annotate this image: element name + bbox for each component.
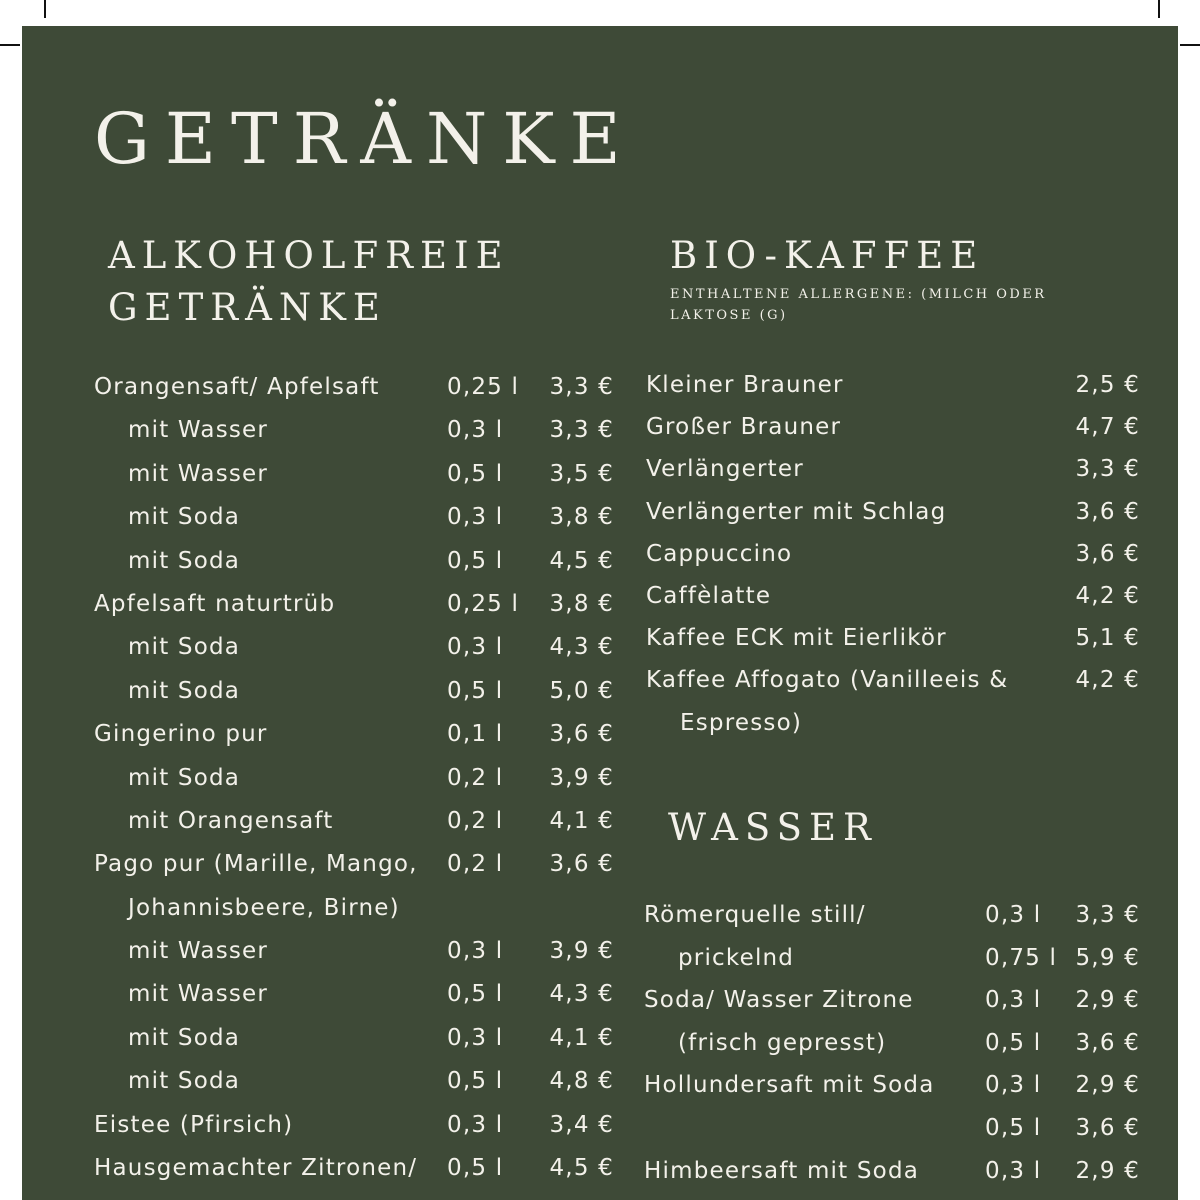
kaffee-row — [646, 577, 1140, 619]
alkoholfreie-row — [94, 889, 614, 932]
item-price: 3,3 € — [1075, 456, 1140, 483]
item-name: mit Soda — [128, 504, 241, 531]
item-price: 3,3 € — [549, 374, 614, 400]
item-price: 4,1 € — [549, 807, 614, 834]
item-price: 3,9 € — [549, 938, 614, 965]
alkoholfreie-row — [94, 585, 614, 628]
item-name: Kaffee Affogato (Vanilleeis & — [646, 667, 1009, 694]
item-name: Himbeersaft mit Soda — [644, 1157, 920, 1184]
item-price: 3,6 € — [1075, 498, 1140, 525]
kaffee-row — [646, 366, 1140, 408]
kaffee-row — [646, 704, 1140, 746]
wasser-row — [644, 939, 1140, 982]
item-volume: 0,3 l — [447, 634, 504, 661]
item-volume: 0,25 l — [447, 590, 520, 617]
item-price: 5,9 € — [1075, 944, 1140, 971]
section-heading-line-1: ALKOHOLFREIE — [108, 234, 510, 277]
crop-mark-left — [44, 0, 46, 18]
kaffee-row — [646, 493, 1140, 535]
alkoholfreie-row — [94, 1019, 614, 1062]
item-name: Hausgemachter Zitronen/ — [94, 1155, 418, 1182]
item-price: 3,8 € — [549, 590, 614, 617]
wasser-row — [644, 1066, 1140, 1109]
item-name: mit Soda — [128, 634, 241, 661]
item-price: 4,8 € — [549, 1068, 614, 1095]
item-name: Eistee (Pfirsich) — [94, 1111, 294, 1138]
item-name: mit Orangensaft — [128, 807, 334, 834]
item-name: mit Soda — [128, 677, 241, 704]
item-name: prickelnd — [678, 944, 795, 971]
item-volume: 0,3 l — [447, 504, 504, 531]
item-price: 3,6 € — [549, 721, 614, 748]
item-name: Orangensaft/ Apfelsaft — [94, 374, 380, 400]
item-volume: 0,5 l — [985, 1029, 1042, 1056]
allergen-note: ENTHALTENE ALLERGENE: (MILCH ODER LAKTOSE (G) — [670, 287, 1047, 323]
alkoholfreie-list — [94, 368, 614, 1192]
item-name: Pago pur (Marille, Mango, — [94, 851, 418, 878]
item-price: 3,6 € — [1075, 1114, 1140, 1141]
item-name: Caffèlatte — [646, 582, 772, 609]
item-volume: 0,5 l — [985, 1114, 1042, 1141]
crop-mark-right — [1158, 0, 1160, 18]
alkoholfreie-row — [94, 975, 614, 1018]
wasser-row — [644, 1024, 1140, 1067]
item-name: mit Soda — [128, 764, 241, 791]
item-name: mit Wasser — [128, 460, 269, 487]
crop-mark-left-horizontal — [0, 44, 20, 46]
item-volume: 0,5 l — [447, 981, 504, 1008]
alkoholfreie-row — [94, 1149, 614, 1192]
alkoholfreie-row — [94, 672, 614, 715]
alkoholfreie-row — [94, 1062, 614, 1105]
item-volume: 0,2 l — [447, 851, 504, 878]
item-volume: 0,3 l — [985, 902, 1042, 928]
item-price: 3,3 € — [1075, 902, 1140, 928]
item-name: Kleiner Brauner — [646, 372, 844, 398]
item-volume: 0,25 l — [447, 374, 520, 400]
item-name: Gingerino pur — [94, 721, 268, 748]
item-name: (frisch gepresst) — [678, 1029, 887, 1056]
wasser-list — [644, 896, 1140, 1194]
item-price: 3,4 € — [549, 1111, 614, 1138]
item-name: mit Soda — [128, 1024, 241, 1051]
item-name: Espresso) — [680, 709, 803, 736]
item-price: 2,9 € — [1075, 1157, 1140, 1184]
item-price: 5,0 € — [549, 677, 614, 704]
item-price: 2,9 € — [1075, 987, 1140, 1014]
item-name: Apfelsaft naturtrüb — [94, 590, 336, 617]
item-price: 2,5 € — [1075, 372, 1140, 398]
item-volume: 0,2 l — [447, 764, 504, 791]
menu-card — [22, 26, 1178, 1200]
kaffee-row — [646, 619, 1140, 661]
item-price: 4,5 € — [549, 547, 614, 574]
alkoholfreie-row — [94, 802, 614, 845]
alkoholfreie-row — [94, 715, 614, 758]
item-price: 3,6 € — [1075, 1029, 1140, 1056]
item-volume: 0,3 l — [447, 417, 504, 444]
item-price: 2,9 € — [1075, 1072, 1140, 1099]
alkoholfreie-row — [94, 932, 614, 975]
item-name: mit Wasser — [128, 981, 269, 1008]
item-price: 3,5 € — [549, 460, 614, 487]
alkoholfreie-row — [94, 759, 614, 802]
item-price: 4,3 € — [549, 981, 614, 1008]
section-heading-bio-kaffee: BIO-KAFFEE — [670, 234, 985, 277]
item-price: 3,3 € — [549, 417, 614, 444]
item-name: mit Soda — [128, 1068, 241, 1095]
item-price: 3,8 € — [549, 504, 614, 531]
section-heading-alkoholfreie — [108, 230, 510, 334]
item-price: 4,3 € — [549, 634, 614, 661]
alkoholfreie-row — [94, 368, 614, 411]
section-heading-wasser: WASSER — [668, 806, 878, 849]
item-name: Cappuccino — [646, 540, 793, 567]
item-name: Verlängerter — [646, 456, 804, 483]
menu-title: GETRÄNKE — [94, 98, 636, 180]
crop-mark-right-horizontal — [1180, 44, 1200, 46]
item-name: mit Soda — [128, 547, 241, 574]
item-name: Römerquelle still/ — [644, 902, 866, 928]
item-volume: 0,5 l — [447, 1155, 504, 1182]
wasser-row — [644, 981, 1140, 1024]
item-volume: 0,3 l — [985, 987, 1042, 1014]
item-volume: 0,3 l — [447, 938, 504, 965]
item-volume: 0,5 l — [447, 460, 504, 487]
item-price: 4,5 € — [549, 1155, 614, 1182]
item-price: 3,6 € — [549, 851, 614, 878]
kaffee-list — [646, 366, 1140, 746]
alkoholfreie-row — [94, 498, 614, 541]
item-volume: 0,3 l — [447, 1024, 504, 1051]
item-price: 4,2 € — [1075, 582, 1140, 609]
kaffee-row — [646, 408, 1140, 450]
alkoholfreie-row — [94, 628, 614, 671]
item-name: Hollundersaft mit Soda — [644, 1072, 935, 1099]
section-heading-line-2: GETRÄNKE — [108, 286, 387, 329]
item-price: 5,1 € — [1075, 625, 1140, 652]
item-price: 3,6 € — [1075, 540, 1140, 567]
alkoholfreie-row — [94, 542, 614, 585]
item-volume: 0,1 l — [447, 721, 504, 748]
alkoholfreie-row — [94, 845, 614, 888]
item-price: 3,9 € — [549, 764, 614, 791]
item-name: Kaffee ECK mit Eierlikör — [646, 625, 947, 652]
item-volume: 0,3 l — [447, 1111, 504, 1138]
alkoholfreie-row — [94, 411, 614, 454]
item-name: Großer Brauner — [646, 414, 842, 441]
alkoholfreie-row — [94, 1106, 614, 1149]
item-price: 4,1 € — [549, 1024, 614, 1051]
item-volume: 0,2 l — [447, 807, 504, 834]
item-volume: 0,5 l — [447, 677, 504, 704]
kaffee-row — [646, 535, 1140, 577]
item-name: Johannisbeere, Birne) — [128, 894, 400, 921]
kaffee-row — [646, 661, 1140, 703]
item-name: Soda/ Wasser Zitrone — [644, 987, 914, 1014]
item-name: mit Wasser — [128, 417, 269, 444]
item-price: 4,7 € — [1075, 414, 1140, 441]
item-name: mit Wasser — [128, 938, 269, 965]
kaffee-row — [646, 450, 1140, 492]
wasser-row — [644, 1152, 1140, 1195]
item-volume: 0,75 l — [985, 944, 1058, 971]
item-volume: 0,5 l — [447, 547, 504, 574]
alkoholfreie-row — [94, 455, 614, 498]
item-volume: 0,5 l — [447, 1068, 504, 1095]
item-price: 4,2 € — [1075, 667, 1140, 694]
wasser-row — [644, 896, 1140, 939]
item-name: Verlängerter mit Schlag — [646, 498, 947, 525]
wasser-row — [644, 1109, 1140, 1152]
item-volume: 0,3 l — [985, 1157, 1042, 1184]
item-volume: 0,3 l — [985, 1072, 1042, 1099]
